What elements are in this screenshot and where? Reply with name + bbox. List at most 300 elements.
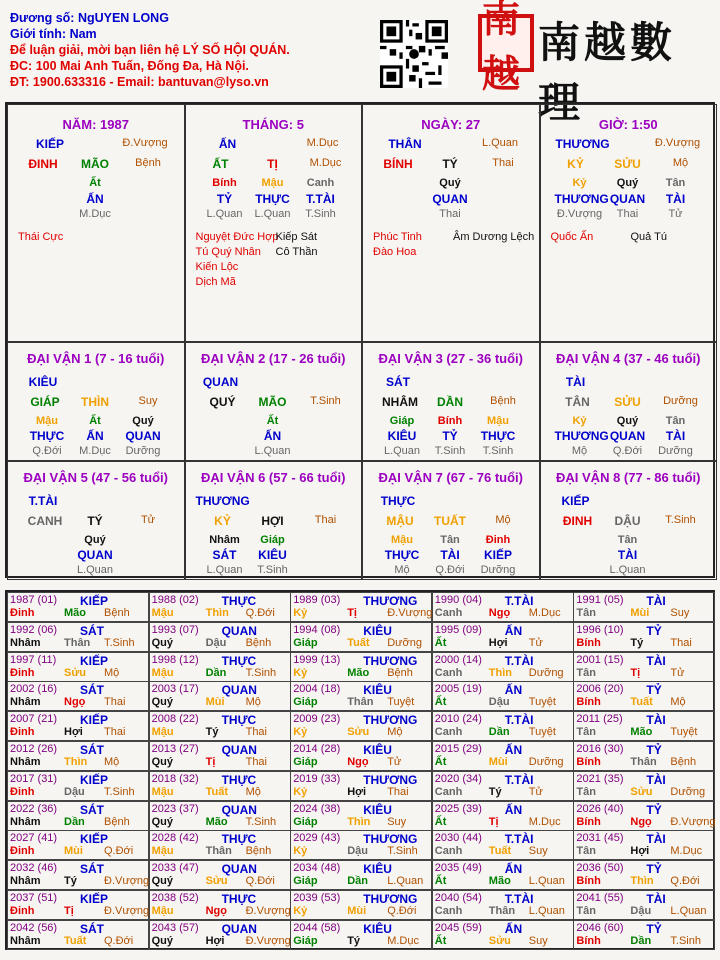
- year-chi: Dần: [64, 815, 85, 828]
- year-cell: [432, 771, 574, 801]
- year-phase: Bệnh: [387, 666, 413, 679]
- year-phase: Suy: [387, 815, 407, 828]
- dai-van-phase: T.Sinh: [665, 514, 696, 526]
- pillar-cell: [185, 104, 363, 342]
- year-cell: [7, 890, 149, 920]
- dai-van-hidden-star: QUAN: [125, 429, 161, 443]
- year-cell: [7, 920, 149, 950]
- year-label: 2000 (14): [434, 653, 482, 666]
- year-star: KIẾP: [80, 892, 109, 906]
- year-label: 2043 (57): [151, 921, 199, 934]
- year-star: KIẾP: [80, 832, 109, 847]
- year-phase: L.Quan: [528, 875, 565, 888]
- year-chi: Mão: [347, 666, 370, 679]
- year-phase: Dưỡng: [387, 636, 422, 649]
- year-can: Đinh: [10, 905, 35, 917]
- year-star: TÀI: [646, 653, 666, 668]
- year-star: T.TÀI: [504, 713, 534, 728]
- year-label: 2045 (59): [434, 921, 482, 934]
- year-label: 1997 (11): [10, 653, 57, 666]
- year-label: 2025 (39): [434, 802, 482, 815]
- header-info: [10, 10, 390, 90]
- year-phase: T.Sinh: [670, 934, 701, 947]
- year-chi: Mão: [488, 875, 511, 888]
- year-cell: [149, 920, 291, 950]
- shensha-left: Đào Hoa: [373, 246, 417, 258]
- year-phase: Q.Đới: [245, 875, 275, 888]
- year-label: 2010 (24): [434, 713, 482, 726]
- year-phase: Thai: [104, 726, 126, 739]
- year-cell: [290, 801, 432, 831]
- year-phase: Tử: [528, 785, 543, 798]
- dai-van-phase: Suy: [138, 395, 158, 407]
- dai-van-star: KIẾP: [561, 494, 590, 508]
- year-can: Canh: [434, 905, 463, 917]
- year-can: Mậu: [151, 726, 174, 739]
- year-chi: Dần: [488, 726, 510, 739]
- year-can: Giáp: [293, 875, 318, 888]
- year-can: Giáp: [293, 636, 318, 649]
- dai-van-hidden-can: Ất: [89, 415, 101, 427]
- dai-van-title: ĐẠI VẬN 1 (7 - 16 tuổi): [27, 351, 165, 366]
- year-phase: Mộ: [104, 666, 120, 679]
- red-seal-logo: 南越: [478, 14, 534, 72]
- year-star: QUAN: [221, 683, 257, 698]
- year-can: Nhâm: [10, 696, 41, 709]
- dai-van-hidden-can: Quý: [84, 534, 106, 546]
- year-star: THƯƠNG: [363, 832, 418, 847]
- year-phase: T.Sinh: [245, 815, 277, 828]
- year-chi: Sửu: [347, 726, 370, 739]
- dai-van-can: NHÂM: [382, 395, 418, 409]
- hidden-phase: Thai: [439, 208, 461, 220]
- pillar-can: KỶ: [567, 157, 584, 171]
- year-label: 2029 (43): [293, 832, 341, 845]
- year-label: 2028 (42): [151, 832, 199, 845]
- year-chi: Tuất: [347, 636, 370, 649]
- hidden-can: Ất: [89, 177, 101, 189]
- year-chi: Sửu: [205, 875, 228, 888]
- year-cell: [432, 622, 574, 652]
- year-star: KIẾP: [80, 772, 109, 787]
- year-phase: Q.Đới: [245, 607, 275, 619]
- shensha-right: Cô Thần: [275, 246, 318, 258]
- year-chi: Dần: [205, 666, 227, 679]
- pillar-chi-phase: Mộ: [672, 157, 689, 169]
- pillar-chi-phase: M.Dục: [309, 157, 342, 169]
- year-phase: Đ.Vượng: [245, 934, 291, 947]
- hidden-star: THƯƠNG: [554, 192, 609, 206]
- hidden-star: QUAN: [432, 192, 468, 206]
- year-chi: Thân: [488, 905, 516, 917]
- year-label: 1990 (04): [434, 594, 482, 606]
- year-cell: [573, 860, 715, 890]
- dai-van-hidden-phase: L.Quan: [254, 445, 291, 457]
- dai-van-can: GIÁP: [30, 395, 60, 409]
- year-can: Nhâm: [10, 815, 41, 828]
- year-phase: Thai: [245, 726, 267, 739]
- pillar-chi: TÝ: [442, 157, 458, 171]
- year-label: 2040 (54): [434, 892, 482, 904]
- dai-van-can: TÂN: [565, 395, 590, 409]
- year-chi: Hợi: [630, 845, 650, 858]
- year-cell: [7, 830, 149, 860]
- year-cell: [432, 592, 574, 622]
- year-can: Kỷ: [293, 666, 308, 679]
- year-chi: Dần: [347, 875, 368, 888]
- pillar-phase: L.Quan: [481, 137, 519, 149]
- dai-van-chi: DẦN: [437, 395, 463, 409]
- dai-van-hidden-star: TỶ: [442, 429, 458, 443]
- yearly-table: [5, 590, 715, 950]
- dai-van-hidden-star: THỰC: [480, 429, 516, 443]
- year-can: Ất: [434, 636, 447, 649]
- year-label: 2004 (18): [293, 683, 341, 696]
- dai-van-hidden-phase: Dưỡng: [125, 445, 161, 457]
- dai-van-hidden-phase: Q.Đới: [612, 445, 643, 457]
- year-star: TÀI: [646, 594, 666, 608]
- pillar-title: NGÀY: 27: [421, 117, 481, 132]
- year-can: Kỷ: [293, 905, 308, 917]
- year-can: Mậu: [151, 845, 174, 858]
- year-chi: Tý: [488, 785, 502, 798]
- year-can: Ất: [434, 934, 447, 947]
- year-star: TỶ: [646, 623, 662, 638]
- hidden-star: QUAN: [609, 192, 646, 206]
- pillar-chi: TỊ: [267, 157, 278, 171]
- year-cell: [7, 801, 149, 831]
- year-star: T.TÀI: [504, 772, 534, 787]
- year-can: Nhâm: [10, 875, 41, 888]
- dai-van-hidden-star: THƯƠNG: [554, 429, 609, 443]
- dai-van-star: THƯƠNG: [195, 494, 250, 508]
- year-can: Mậu: [151, 666, 174, 679]
- dai-van-hidden-can: Nhâm: [209, 534, 240, 546]
- year-label: 2016 (30): [576, 743, 624, 755]
- pillar-phase: Đ.Vượng: [122, 137, 168, 149]
- year-chi: Ngọ: [347, 756, 369, 768]
- year-star: THƯƠNG: [363, 892, 418, 906]
- year-phase: Tuyệt: [528, 726, 556, 739]
- year-phase: Đ.Vượng: [387, 607, 433, 619]
- year-chi: Tuất: [488, 845, 512, 858]
- pillar-phase: M.Dục: [306, 137, 339, 149]
- year-label: 2034 (48): [293, 862, 341, 875]
- hidden-star: THỰC: [255, 192, 290, 206]
- year-phase: Q.Đới: [670, 875, 700, 888]
- owner-label: Đương số:: [10, 11, 78, 25]
- pillar-star: THÂN: [388, 137, 422, 151]
- dai-van-cell: [7, 342, 185, 461]
- hidden-star: TÀI: [665, 192, 686, 206]
- year-can: Bính: [576, 636, 601, 649]
- year-cell: [290, 652, 432, 682]
- year-cell: [7, 860, 149, 890]
- year-cell: [7, 711, 149, 741]
- dai-van-phase: Tử: [140, 514, 156, 526]
- year-star: TỶ: [646, 862, 662, 877]
- dai-van-hidden-star: TÀI: [665, 429, 686, 443]
- dai-van-hidden-star: KIÊU: [258, 548, 287, 562]
- year-phase: Mộ: [670, 696, 686, 709]
- year-can: Nhâm: [10, 756, 41, 768]
- dai-van-star: TÀI: [565, 375, 586, 389]
- year-phase: Tuyệt: [670, 726, 698, 739]
- year-label: 1991 (05): [576, 594, 624, 606]
- year-cell: [573, 830, 715, 860]
- year-label: 1987 (01): [10, 594, 58, 606]
- dai-van-can: QUÝ: [209, 395, 236, 409]
- chart-grid: [5, 102, 715, 578]
- year-can: Ất: [434, 875, 447, 888]
- year-cell: [573, 741, 715, 771]
- dai-van-hidden-phase: Dưỡng: [658, 445, 693, 457]
- dai-van-star: QUAN: [202, 375, 239, 389]
- dai-van-hidden-star: KIẾP: [483, 548, 512, 562]
- year-star: TỶ: [646, 921, 662, 936]
- year-can: Tân: [576, 666, 596, 679]
- year-chi: Thân: [347, 696, 374, 709]
- year-chi: Hợi: [347, 785, 367, 798]
- year-can: Canh: [434, 726, 463, 739]
- year-cell: [290, 890, 432, 920]
- year-chi: Thân: [205, 845, 232, 858]
- year-star: TÀI: [646, 772, 666, 787]
- year-can: Bính: [576, 696, 601, 709]
- year-label: 2015 (29): [434, 743, 482, 755]
- year-star: ẤN: [504, 683, 523, 698]
- year-phase: Mộ: [245, 696, 261, 709]
- year-phase: Thai: [387, 785, 409, 798]
- pillar-title: NĂM: 1987: [62, 117, 129, 132]
- year-can: Bính: [576, 875, 601, 888]
- year-cell: [290, 622, 432, 652]
- year-chi: Hợi: [488, 636, 508, 649]
- year-label: 2019 (33): [293, 772, 341, 785]
- pillar-title: THÁNG: 5: [242, 117, 304, 132]
- year-label: 2007 (21): [10, 713, 58, 726]
- dai-van-title: ĐẠI VẬN 3 (27 - 36 tuổi): [378, 351, 523, 366]
- year-cell: [149, 771, 291, 801]
- year-cell: [432, 860, 574, 890]
- year-cell: [149, 592, 291, 622]
- year-can: Tân: [576, 607, 596, 619]
- dai-van-hidden-phase: Dưỡng: [480, 564, 516, 576]
- dai-van-hidden-star: THỰC: [29, 429, 65, 443]
- year-cell: [432, 801, 574, 831]
- year-cell: [149, 681, 291, 711]
- year-label: 2030 (44): [434, 832, 482, 845]
- year-phase: Dưỡng: [528, 666, 564, 679]
- dai-van-hidden-star: KIÊU: [387, 429, 417, 443]
- year-star: KIẾP: [80, 713, 109, 728]
- pillar-chi-phase: Bệnh: [135, 157, 161, 169]
- year-label: 2011 (25): [576, 713, 623, 726]
- year-cell: [432, 652, 574, 682]
- hidden-phase: Thai: [616, 208, 639, 220]
- year-can: Tân: [576, 726, 596, 739]
- pillar-cell: [362, 104, 540, 342]
- year-cell: [573, 652, 715, 682]
- year-phase: Suy: [670, 607, 690, 619]
- pillar-can: BÍNH: [383, 157, 413, 171]
- year-chi: Mùi: [630, 607, 650, 619]
- year-star: SÁT: [80, 802, 104, 817]
- pillar-star: THƯƠNG: [555, 137, 610, 151]
- year-label: 1995 (09): [434, 623, 482, 636]
- year-label: 2001 (15): [576, 653, 624, 666]
- dai-van-hidden-can: Ất: [266, 415, 279, 427]
- year-chi: Hợi: [64, 726, 83, 739]
- year-star: QUAN: [221, 862, 257, 877]
- dai-van-hidden-phase: T.Sinh: [257, 564, 288, 576]
- hidden-phase: Tử: [668, 208, 683, 220]
- hidden-star: T.TÀI: [306, 192, 335, 206]
- year-chi: Hợi: [205, 934, 225, 947]
- year-chi: Mão: [64, 607, 86, 619]
- year-star: T.TÀI: [504, 653, 534, 668]
- dai-van-hidden-phase: L.Quan: [609, 564, 646, 576]
- year-star: KIÊU: [363, 623, 392, 638]
- year-phase: Đ.Vượng: [670, 815, 716, 828]
- year-can: Canh: [434, 607, 463, 619]
- year-chi: Sửu: [630, 785, 653, 798]
- year-phase: Tuyệt: [528, 696, 556, 709]
- year-chi: Tý: [64, 875, 77, 888]
- year-label: 2014 (28): [293, 743, 341, 755]
- dai-van-phase: Bệnh: [490, 395, 516, 407]
- dai-van-hidden-phase: Mộ: [571, 445, 588, 457]
- year-star: TÀI: [646, 713, 666, 728]
- year-chi: Mùi: [347, 905, 367, 917]
- year-label: 2033 (47): [151, 862, 199, 875]
- year-cell: [432, 890, 574, 920]
- year-label: 2024 (38): [293, 802, 341, 815]
- year-star: THƯƠNG: [363, 713, 418, 728]
- dai-van-hidden-can: Mậu: [391, 534, 413, 546]
- year-cell: [290, 830, 432, 860]
- year-phase: Thai: [245, 756, 267, 768]
- year-can: Ất: [434, 696, 447, 709]
- year-chi: Tuất: [205, 785, 228, 798]
- year-label: 1993 (07): [151, 623, 199, 636]
- dai-van-hidden-can: Giáp: [389, 415, 415, 427]
- year-label: 2031 (45): [576, 832, 624, 845]
- year-can: Quý: [151, 636, 173, 649]
- year-chi: Tị: [347, 607, 357, 619]
- year-star: SÁT: [80, 743, 104, 757]
- year-chi: Thân: [630, 756, 657, 768]
- year-can: Giáp: [293, 815, 318, 828]
- dai-van-cell: [7, 461, 185, 580]
- dai-van-hidden-star: ẤN: [86, 429, 104, 443]
- year-star: QUAN: [221, 802, 257, 817]
- dai-van-cell: [185, 342, 363, 461]
- phone-email-line: ĐT: 1900.633316 - Email: bantuvan@lyso.vn: [10, 75, 269, 89]
- year-chi: Mùi: [205, 696, 225, 709]
- shensha-right: Âm Dương Lệch: [453, 231, 535, 243]
- year-phase: Dưỡng: [528, 756, 564, 768]
- dai-van-hidden-star: SÁT: [212, 548, 237, 562]
- year-star: TÀI: [646, 892, 666, 906]
- year-can: Quý: [151, 934, 173, 947]
- year-phase: Mộ: [245, 785, 261, 798]
- dai-van-cell: [362, 342, 540, 461]
- hidden-phase: Đ.Vượng: [556, 208, 603, 220]
- year-chi: Thìn: [630, 875, 654, 888]
- year-can: Kỷ: [293, 726, 308, 739]
- year-star: THỰC: [221, 653, 257, 668]
- year-chi: Thìn: [488, 666, 513, 679]
- dai-van-cell: [540, 461, 718, 580]
- year-phase: Tử: [670, 666, 685, 679]
- dai-van-hidden-phase: T.Sinh: [434, 445, 466, 457]
- year-label: 2003 (17): [151, 683, 199, 696]
- year-phase: Suy: [528, 845, 548, 858]
- year-label: 2035 (49): [434, 862, 482, 875]
- year-chi: Dậu: [64, 785, 85, 798]
- dai-van-chi: SỬU: [614, 395, 641, 409]
- year-star: KIÊU: [363, 862, 392, 877]
- year-can: Đinh: [10, 785, 35, 798]
- shensha-left: Tú Quý Nhân: [195, 246, 261, 258]
- dai-van-cell: [185, 461, 363, 580]
- year-phase: Q.Đới: [387, 905, 417, 917]
- year-star: T.TÀI: [504, 594, 534, 608]
- year-chi: Thìn: [64, 756, 88, 768]
- shensha-left: Phúc Tinh: [373, 231, 422, 243]
- shensha-left: Dịch Mã: [195, 276, 236, 288]
- dai-van-can: CANH: [27, 514, 63, 528]
- dai-van-chi: DẬU: [614, 514, 641, 528]
- dai-van-hidden-star: THỰC: [384, 548, 420, 562]
- year-star: THỰC: [221, 832, 257, 847]
- dai-van-star: SÁT: [386, 375, 410, 389]
- year-cell: [149, 830, 291, 860]
- dai-van-chi: TÝ: [87, 514, 103, 528]
- year-can: Canh: [434, 785, 463, 798]
- year-chi: Ngọ: [488, 607, 511, 619]
- year-cell: [573, 801, 715, 831]
- dai-van-hidden-phase: L.Quan: [76, 564, 114, 576]
- year-star: ẤN: [504, 743, 523, 757]
- year-chi: Tị: [205, 756, 216, 768]
- dai-van-hidden-phase: M.Dục: [79, 445, 111, 457]
- year-chi: Tuất: [64, 934, 87, 947]
- dai-van-can: KỶ: [214, 514, 231, 528]
- year-can: Mậu: [151, 905, 174, 917]
- year-cell: [290, 741, 432, 771]
- year-can: Giáp: [293, 934, 318, 947]
- year-can: Kỷ: [293, 785, 308, 798]
- shensha-right: Kiếp Sát: [275, 231, 318, 243]
- year-phase: T.Sinh: [104, 785, 135, 798]
- year-phase: Đ.Vượng: [245, 905, 291, 917]
- year-can: Nhâm: [10, 934, 41, 947]
- year-cell: [7, 652, 149, 682]
- year-phase: Thai: [670, 636, 692, 649]
- year-chi: Tị: [64, 905, 74, 917]
- year-label: 2020 (34): [434, 772, 482, 785]
- year-label: 2037 (51): [10, 892, 58, 904]
- year-cell: [7, 622, 149, 652]
- year-phase: L.Quan: [528, 905, 565, 917]
- year-label: 2012 (26): [10, 743, 58, 755]
- year-can: Bính: [576, 934, 601, 947]
- year-phase: Tuyệt: [387, 696, 415, 709]
- hidden-phase: T.Sinh: [305, 208, 336, 220]
- year-can: Tân: [576, 905, 596, 917]
